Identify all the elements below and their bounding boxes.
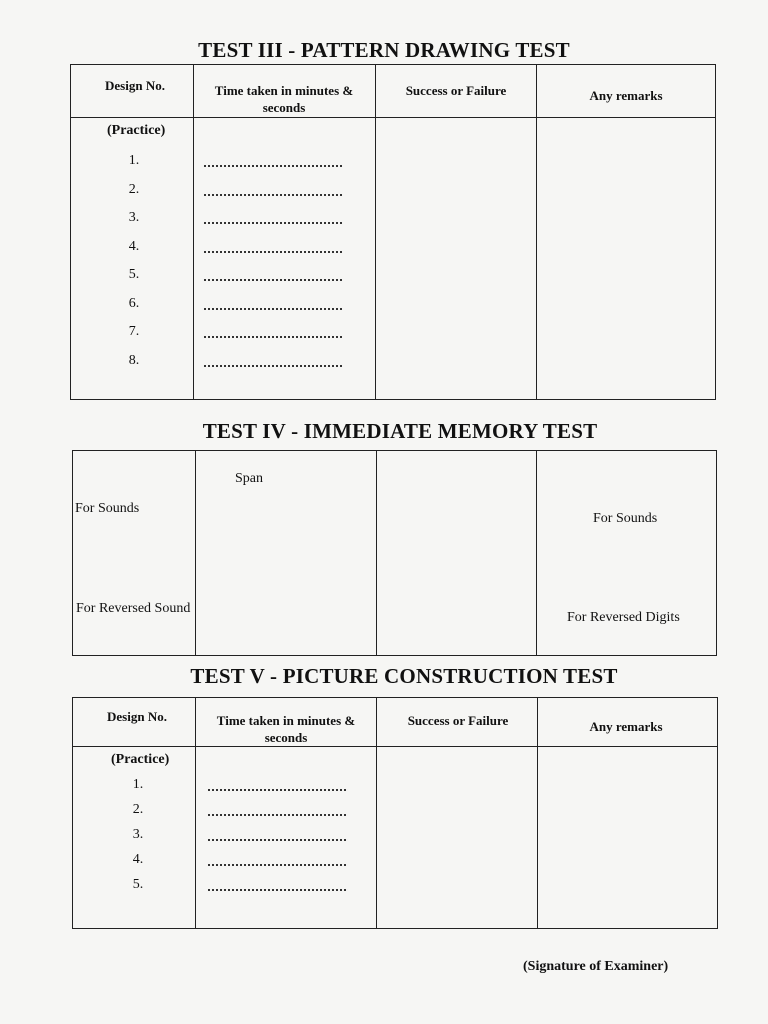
test4-for-reversed-right: For Reversed Digits bbox=[567, 610, 680, 625]
test5-row-number: 3. bbox=[132, 827, 144, 842]
test5-row-number: 1. bbox=[132, 777, 144, 792]
test5-header-remarks: Any remarks bbox=[589, 719, 663, 734]
test4-title: TEST IV - IMMEDIATE MEMORY TEST bbox=[202, 419, 598, 443]
test4-for-sounds-right: For Sounds bbox=[593, 511, 658, 526]
examiner-signature-label: (Signature of Examiner) bbox=[523, 959, 669, 974]
test3-row-number: 8. bbox=[128, 352, 140, 368]
test3-row-number: 4. bbox=[128, 238, 140, 254]
test3-answer-line[interactable] bbox=[204, 251, 342, 253]
test3-row-number: 2. bbox=[128, 181, 140, 197]
test5-header-success: Success or Failure bbox=[407, 713, 509, 728]
test3-row-number: 3. bbox=[128, 210, 140, 225]
test3-answer-line[interactable] bbox=[204, 222, 342, 224]
test5-answer-line[interactable] bbox=[208, 789, 346, 791]
test5-row-number: 5. bbox=[132, 877, 144, 892]
test3-answer-line[interactable] bbox=[204, 279, 342, 281]
test5-header-design-no: Design No. bbox=[107, 709, 167, 724]
test3-header-time-taken: Time taken in minutes & seconds bbox=[214, 83, 354, 115]
test5-answer-line[interactable] bbox=[208, 889, 346, 891]
test5-answer-line[interactable] bbox=[208, 814, 346, 816]
test5-header-time-taken: Time taken in minutes & seconds bbox=[216, 713, 356, 745]
test4-table bbox=[72, 450, 717, 656]
test4-span-label: Span bbox=[235, 471, 263, 486]
test3-row-number: 7. bbox=[128, 324, 140, 339]
test3-practice-label: (Practice) bbox=[107, 123, 166, 138]
test3-table bbox=[70, 64, 716, 400]
test5-table bbox=[72, 697, 718, 929]
test5-answer-line[interactable] bbox=[208, 839, 346, 841]
test3-answer-line[interactable] bbox=[204, 165, 342, 167]
test3-row-number: 1. bbox=[128, 153, 140, 168]
test5-answer-line[interactable] bbox=[208, 864, 346, 866]
test3-header-success: Success or Failure bbox=[405, 83, 507, 98]
test3-row-number: 5. bbox=[128, 267, 140, 282]
test3-answer-line[interactable] bbox=[204, 308, 342, 310]
test5-title: TEST V - PICTURE CONSTRUCTION TEST bbox=[190, 664, 618, 688]
test3-answer-line[interactable] bbox=[204, 336, 342, 338]
test3-answer-line[interactable] bbox=[204, 194, 342, 196]
test4-for-sounds-left: For Sounds bbox=[75, 501, 140, 516]
test5-row-number: 4. bbox=[132, 852, 144, 867]
test5-row-number: 2. bbox=[132, 802, 144, 817]
test4-for-reversed-left: For Reversed Sound bbox=[76, 601, 191, 616]
test3-header-design-no: Design No. bbox=[105, 78, 165, 93]
test3-header-remarks: Any remarks bbox=[589, 88, 663, 103]
test3-title: TEST III - PATTERN DRAWING TEST bbox=[198, 38, 570, 62]
test5-practice-label: (Practice) bbox=[111, 752, 170, 767]
test3-answer-line[interactable] bbox=[204, 365, 342, 367]
test3-row-number: 6. bbox=[128, 295, 140, 311]
